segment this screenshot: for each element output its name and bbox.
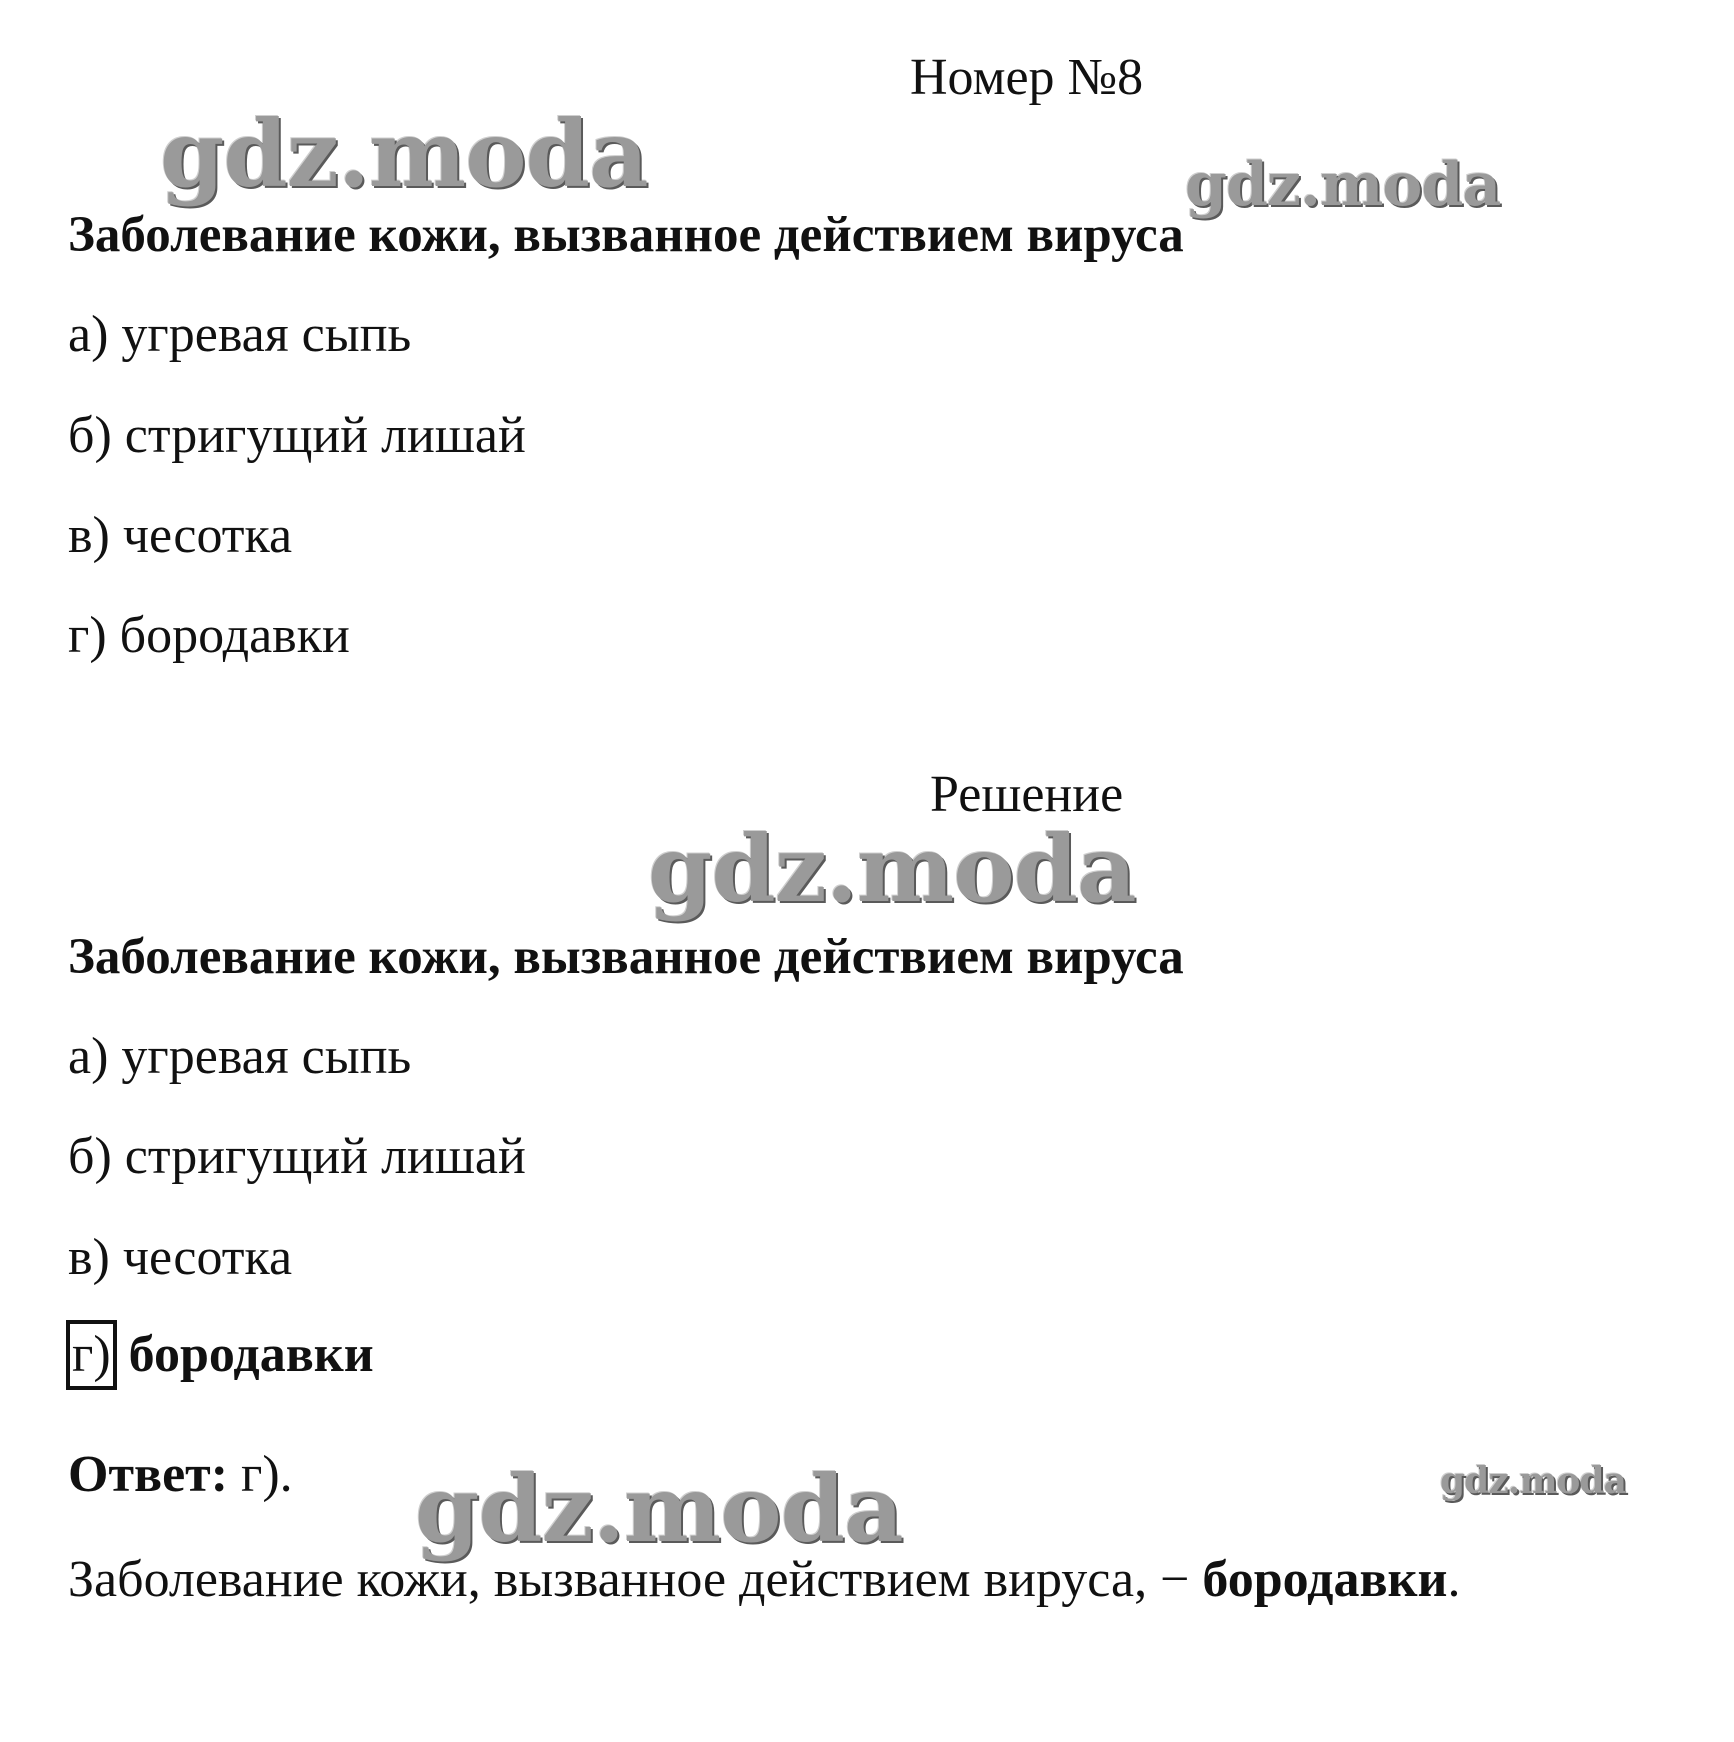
option-letter-boxed: г) [66, 1320, 117, 1390]
solution-option-correct [66, 1320, 374, 1390]
option-text: угревая сыпь [121, 306, 412, 363]
option-letter: г) [68, 607, 107, 664]
watermark: gdz.moda [415, 1455, 903, 1563]
solution-heading: Решение [930, 766, 1124, 823]
watermark: gdz.moda [160, 100, 648, 208]
answer-label: Ответ: [68, 1446, 229, 1503]
explanation-bold: бородавки [1202, 1551, 1448, 1608]
task-option [68, 406, 526, 466]
task-question: Заболевание кожи, вызванное действием вируса [68, 207, 1184, 263]
option-letter: в) [68, 507, 110, 564]
solution-option [68, 1228, 292, 1288]
solution-option [68, 1027, 411, 1087]
task-option [68, 506, 292, 566]
solution-option [68, 1127, 526, 1187]
solution-question: Заболевание кожи, вызванное действием вируса [68, 929, 1184, 985]
task-option [68, 606, 350, 666]
watermark: gdz.moda [1185, 150, 1501, 220]
option-text: стригущий лишай [124, 407, 526, 464]
option-letter: а) [68, 1028, 109, 1085]
option-text: стригущий лишай [124, 1128, 526, 1185]
explanation-suffix: . [1447, 1551, 1461, 1608]
task-option [68, 305, 411, 365]
option-letter: б) [68, 407, 112, 464]
explanation-line [68, 1550, 1460, 1610]
page-title: Номер №8 [910, 49, 1144, 106]
option-letter: а) [68, 306, 109, 363]
explanation-prefix: Заболевание кожи, вызванное действием вируса, − [68, 1551, 1203, 1608]
option-letter: б) [68, 1128, 112, 1185]
answer-line [68, 1445, 293, 1505]
option-text: чесотка [122, 1229, 293, 1286]
option-text: угревая сыпь [121, 1028, 412, 1085]
option-text: чесотка [122, 507, 293, 564]
watermark: gdz.moda [1440, 1460, 1626, 1502]
option-letter: в) [68, 1229, 110, 1286]
answer-value: г). [241, 1446, 293, 1503]
watermark: gdz.moda [648, 815, 1136, 923]
option-text: бородавки [128, 1326, 374, 1383]
option-text: бородавки [119, 607, 350, 664]
